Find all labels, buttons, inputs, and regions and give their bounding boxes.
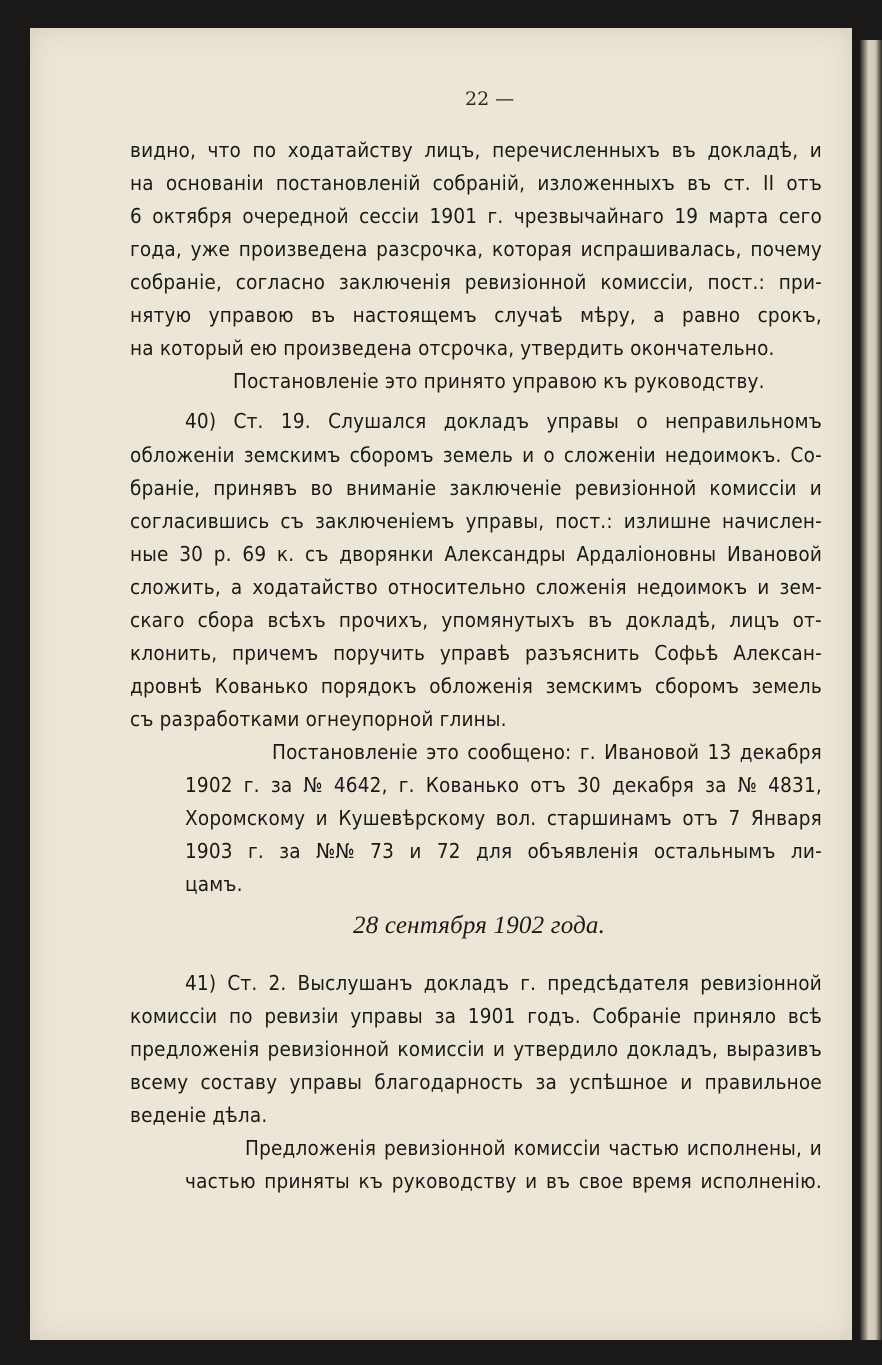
text-line: нятую управою въ настоящемъ случаѣ мѣру, а равно срокъ,: [130, 303, 822, 327]
text-line: согласившись съ заключеніемъ управы, пост.: излишне начислен-: [130, 509, 822, 533]
text-line: всему составу управы благодарность за успѣшное и правильное: [130, 1070, 822, 1094]
text-line: сложить, а ходатайство относительно сложенія недоимокъ и зем-: [130, 575, 822, 599]
text-line: 1903 г. за №№ 73 и 72 для объявленія остальнымъ ли-: [185, 839, 822, 863]
text-line: видно, что по ходатайству лицъ, перечисленныхъ въ докладѣ, и: [130, 138, 822, 162]
text-line: на который ею произведена отсрочка, утвердить окончательно.: [130, 336, 775, 360]
text-line: собраніе, согласно заключенія ревизіонной комиссіи, пост.: при-: [130, 270, 822, 294]
page-number: 22 —: [465, 88, 515, 110]
text-line: предложенія ревизіонной комиссіи и утвердило докладъ, выразивъ: [130, 1037, 822, 1061]
text-line: 40) Ст. 19. Слушался докладъ управы о неправильномъ: [185, 409, 822, 433]
text-line: обложеніи земскимъ сборомъ земель и о сложеніи недоимокъ. Со-: [130, 443, 822, 467]
text-line: браніе, принявъ во вниманіе заключеніе ревизіонной комиссіи и: [130, 476, 822, 500]
text-line: Предложенія ревизіонной комиссіи частью исполнены, и: [245, 1136, 822, 1160]
text-line: частью приняты къ руководству и въ свое время исполненію.: [185, 1169, 822, 1193]
text-line: на основаніи постановленій собраній, изложенныхъ въ ст. II отъ: [130, 171, 822, 195]
text-line: Постановленіе это сообщено: г. Ивановой 13 декабря: [272, 740, 822, 764]
text-line: 1902 г. за № 4642, г. Кованько отъ 30 декабря за № 4831,: [185, 773, 822, 797]
section-date-heading: 28 сентября 1902 года.: [353, 912, 606, 939]
text-line: веденіе дѣла.: [130, 1103, 268, 1127]
text-line: года, уже произведена разсрочка, которая испрашивалась, почему: [130, 237, 822, 261]
text-line: ные 30 р. 69 к. съ дворянки Александры Ардаліоновны Ивановой: [130, 542, 822, 566]
text-line: 6 октября очередной сессіи 1901 г. чрезвычайнаго 19 марта сего: [130, 204, 822, 228]
text-line: скаго сбора всѣхъ прочихъ, упомянутыхъ въ докладѣ, лицъ от-: [130, 608, 822, 632]
text-line: дровнѣ Кованько порядокъ обложенія земскимъ сборомъ земель: [130, 674, 822, 698]
text-line: 41) Ст. 2. Выслушанъ докладъ г. предсѣдателя ревизіонной: [185, 971, 822, 995]
text-line: съ разработками огнеупорной глины.: [130, 707, 507, 731]
text-line: комиссіи по ревизіи управы за 1901 годъ. Собраніе приняло всѣ: [130, 1004, 822, 1028]
text-line: клонить, причемъ поручить управѣ разъяснить Софьѣ Алексан-: [130, 641, 822, 665]
text-line: Хоромскому и Кушевѣрскому вол. старшинамъ отъ 7 Января: [185, 806, 822, 830]
text-line: цамъ.: [185, 872, 243, 896]
text-line: Постановленіе это принято управою къ руководству.: [233, 369, 765, 393]
